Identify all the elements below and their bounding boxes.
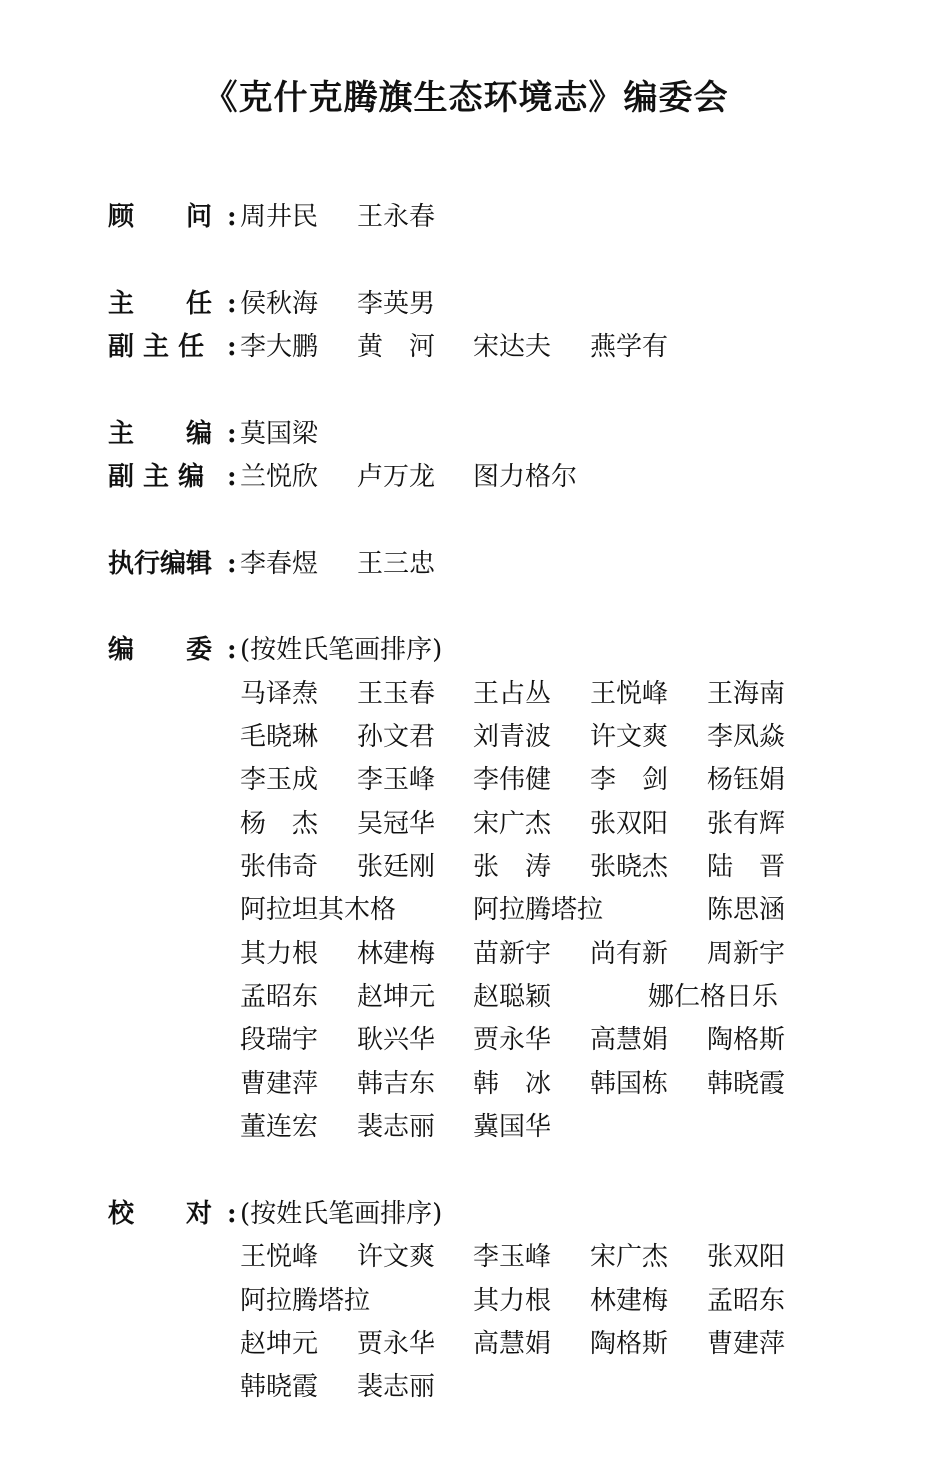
proofreading-name: 赵坤元 (240, 1329, 319, 1359)
deputy_editor-name: 兰悦欣 (240, 462, 319, 492)
executive_editor-name: 李春煜 (240, 549, 319, 579)
proofreading-name: 韩晓霞 (240, 1372, 319, 1402)
director-name: 李英男 (357, 289, 436, 319)
chief_editor-colon: : (227, 419, 237, 449)
proofreading-name: 许文爽 (357, 1242, 436, 1272)
committee-name: 吴冠华 (357, 809, 436, 839)
committee-name: 王占丛 (473, 679, 552, 709)
deputy_director-name: 宋达夫 (473, 332, 552, 362)
committee-sort-note: (按姓氏笔画排序) (240, 635, 443, 665)
proofreading-name: 宋广杰 (590, 1242, 669, 1272)
executive_editor-colon: : (227, 549, 237, 579)
advisor-name: 王永春 (357, 202, 436, 232)
proofreading-name: 贾永华 (357, 1329, 436, 1359)
committee-name: 冀国华 (473, 1112, 552, 1142)
committee-name: 杨钰娟 (707, 765, 786, 795)
proofreading-name: 李玉峰 (473, 1242, 552, 1272)
committee-name: 王玉春 (357, 679, 436, 709)
committee-name: 段瑞宇 (240, 1025, 319, 1055)
deputy_editor-label: 副 主 编 (108, 462, 205, 492)
committee-name: 裴志丽 (357, 1112, 436, 1142)
committee-name: 韩晓霞 (707, 1069, 786, 1099)
chief_editor-label: 主 编 (108, 419, 213, 449)
committee-name: 韩国栋 (590, 1069, 669, 1099)
committee-name: 许文爽 (590, 722, 669, 752)
proofreading-name: 张双阳 (707, 1242, 786, 1272)
deputy_editor-colon: : (227, 462, 237, 492)
chief_editor-name: 莫国梁 (240, 419, 319, 449)
committee-name: 陶格斯 (707, 1025, 786, 1055)
director-colon: : (227, 289, 237, 319)
committee-name: 其力根 (240, 939, 319, 969)
committee-name: 李伟健 (473, 765, 552, 795)
committee-name: 陆 晋 (707, 852, 786, 882)
committee-name: 宋广杰 (473, 809, 552, 839)
committee-name: 韩吉东 (357, 1069, 436, 1099)
committee-name: 张双阳 (590, 809, 669, 839)
committee-name: 韩 冰 (473, 1069, 552, 1099)
committee-name: 孟昭东 (240, 982, 319, 1012)
proofreading-label: 校 对 (108, 1199, 213, 1229)
committee-name: 张廷刚 (357, 852, 436, 882)
committee-name: 李玉峰 (357, 765, 436, 795)
executive_editor-name: 王三忠 (357, 549, 436, 579)
proofreading-name: 林建梅 (590, 1286, 669, 1316)
committee-name: 杨 杰 (240, 809, 319, 839)
committee-name: 赵聪颖 (473, 982, 552, 1012)
committee-name: 张伟奇 (240, 852, 319, 882)
document-title: 《克什克腾旗生态环境志》编委会 (203, 78, 729, 118)
committee-name: 张晓杰 (590, 852, 669, 882)
proofreading-name: 王悦峰 (240, 1242, 319, 1272)
committee-name: 王悦峰 (590, 679, 669, 709)
deputy_editor-name: 卢万龙 (357, 462, 436, 492)
committee-label: 编 委 (108, 635, 213, 665)
deputy_editor-name: 图力格尔 (473, 462, 578, 492)
deputy_director-label: 副 主 任 (108, 332, 205, 362)
director-label: 主 任 (108, 289, 213, 319)
committee-name: 高慧娟 (590, 1025, 669, 1055)
proofreading-colon: : (227, 1199, 237, 1229)
committee-name: 毛晓琳 (240, 722, 319, 752)
committee-name: 孙文君 (357, 722, 436, 752)
proofreading-sort-note: (按姓氏笔画排序) (240, 1199, 443, 1229)
proofreading-name: 裴志丽 (357, 1372, 436, 1402)
proofreading-name: 高慧娟 (473, 1329, 552, 1359)
committee-name: 阿拉腾塔拉 (473, 895, 604, 925)
committee-name: 林建梅 (357, 939, 436, 969)
committee-name: 王海南 (707, 679, 786, 709)
committee-name: 赵坤元 (357, 982, 436, 1012)
executive_editor-label: 执行编辑 (108, 549, 213, 579)
committee-name: 陈思涵 (707, 895, 786, 925)
committee-colon: : (227, 635, 237, 665)
committee-name: 娜仁格日乐 (648, 982, 779, 1012)
proofreading-name: 孟昭东 (707, 1286, 786, 1316)
committee-name: 张有辉 (707, 809, 786, 839)
committee-name: 周新宇 (707, 939, 786, 969)
committee-name: 尚有新 (590, 939, 669, 969)
proofreading-name: 曹建萍 (707, 1329, 786, 1359)
advisor-label: 顾 问 (108, 202, 213, 232)
deputy_director-colon: : (227, 332, 237, 362)
committee-name: 阿拉坦其木格 (240, 895, 397, 925)
committee-name: 耿兴华 (357, 1025, 436, 1055)
proofreading-name: 其力根 (473, 1286, 552, 1316)
committee-name: 李玉成 (240, 765, 319, 795)
advisor-colon: : (227, 202, 237, 232)
deputy_director-name: 李大鹏 (240, 332, 319, 362)
director-name: 侯秋海 (240, 289, 319, 319)
committee-name: 曹建萍 (240, 1069, 319, 1099)
committee-name: 苗新宇 (473, 939, 552, 969)
committee-name: 贾永华 (473, 1025, 552, 1055)
committee-name: 李凤焱 (707, 722, 786, 752)
deputy_director-name: 黄 河 (357, 332, 436, 362)
committee-name: 刘青波 (473, 722, 552, 752)
committee-name: 李 剑 (590, 765, 669, 795)
deputy_director-name: 燕学有 (590, 332, 669, 362)
committee-name: 董连宏 (240, 1112, 319, 1142)
proofreading-name: 陶格斯 (590, 1329, 669, 1359)
proofreading-name: 阿拉腾塔拉 (240, 1286, 371, 1316)
advisor-name: 周井民 (240, 202, 319, 232)
committee-name: 张 涛 (473, 852, 552, 882)
committee-name: 马译焘 (240, 679, 319, 709)
